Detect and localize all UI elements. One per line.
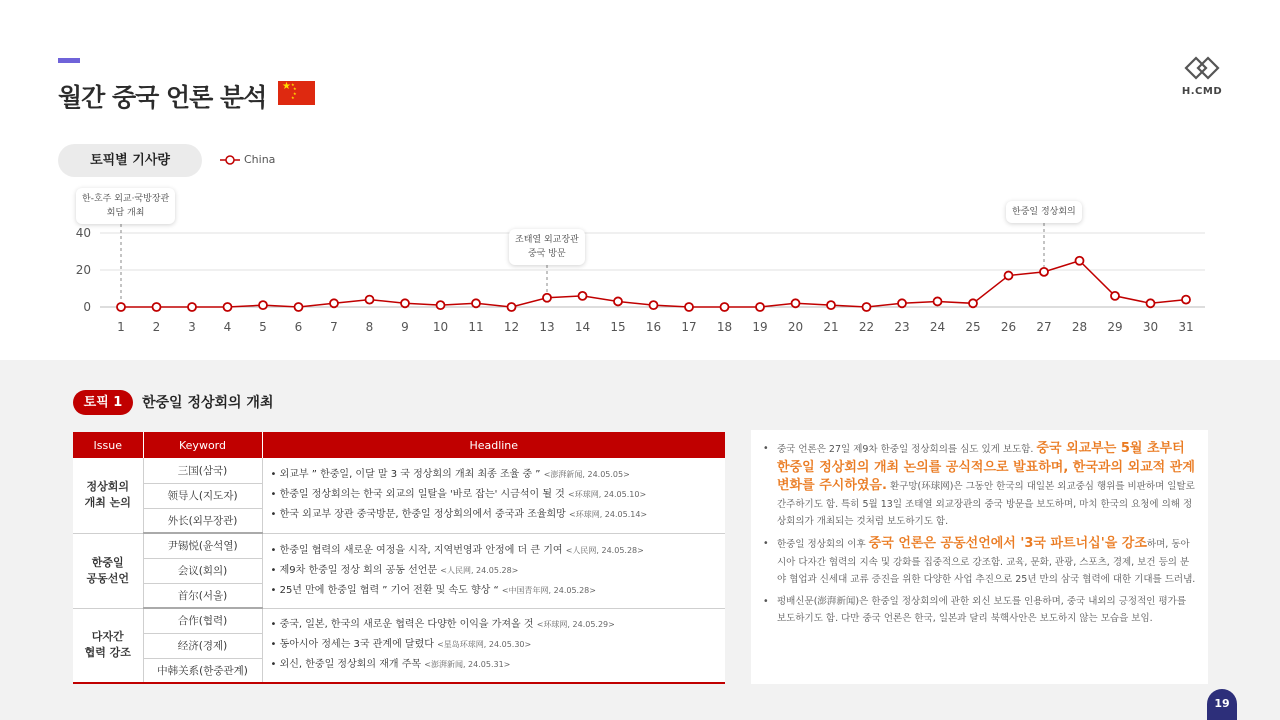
x-tick-label: 12 bbox=[503, 320, 520, 334]
x-tick-label: 31 bbox=[1178, 320, 1194, 334]
x-tick-label: 19 bbox=[752, 320, 768, 334]
data-point bbox=[1040, 268, 1048, 276]
table-row bbox=[73, 608, 725, 633]
data-point bbox=[934, 297, 942, 305]
data-point bbox=[437, 301, 445, 309]
analysis-bullet-1: • 중국 언론은 27일 제9차 한중일 정상회의를 심도 있게 보도함. 중국 외교부는 5월 초부터 한중일 정상회의 개최 논의를 공식적으로 발표하며, 한국과의 외교적 관계 변화를 주시하였음. 환구망(环球网)은 그동안 한국의 대일본 외교중심 행위를 비판하며 일탈로 간주하기도 함. 특히 5월 13일 조태열 외교장관의 중국 방문을 보도하며, 마치 한국의 요청에 의해 정상회의가 개최되는 것처럼 보도하기도 함. bbox=[763, 440, 1198, 531]
x-tick-label: 5 bbox=[259, 320, 267, 334]
keyword-cell: 会议(회의) bbox=[143, 558, 262, 583]
data-point bbox=[685, 303, 693, 311]
data-point bbox=[1182, 296, 1190, 304]
data-point bbox=[330, 299, 338, 307]
data-point bbox=[401, 299, 409, 307]
company-logo bbox=[1178, 56, 1226, 97]
issue-keyword-table bbox=[73, 432, 725, 684]
annotation-text: 회담 개최 bbox=[106, 208, 145, 218]
table-row bbox=[73, 533, 725, 558]
article-volume-chart bbox=[0, 180, 1280, 360]
x-tick-label: 27 bbox=[1036, 320, 1052, 334]
header-keyword: Keyword bbox=[143, 432, 262, 458]
annotation-callout bbox=[509, 229, 585, 265]
x-tick-label: 26 bbox=[1000, 320, 1017, 334]
x-tick-label: 14 bbox=[574, 320, 591, 334]
data-point bbox=[472, 299, 480, 307]
topic-badge: 토픽 1 bbox=[73, 390, 133, 415]
x-tick-label: 21 bbox=[823, 320, 839, 334]
china-flag-icon: ★ ★ ★ ★ ★ bbox=[278, 81, 315, 105]
x-tick-label: 9 bbox=[401, 320, 409, 334]
analysis-bullet-3: • 펑배신문(澎湃新闻)은 한중일 정상회의에 관한 외신 보도를 인용하며, 중국 내외의 긍정적인 평가를 보도하기도 함. 다만 중국 언론은 한국, 일본과 달리 북핵사안은 보도하지 않는 모습을 보임. bbox=[763, 593, 1198, 628]
x-tick-label: 6 bbox=[294, 320, 303, 334]
issue-cell: 한중일 공동선언 bbox=[73, 533, 143, 608]
x-tick-label: 15 bbox=[610, 320, 626, 334]
x-tick-label: 3 bbox=[188, 320, 196, 334]
data-point bbox=[224, 303, 232, 311]
y-tick-label: 40 bbox=[75, 226, 91, 240]
data-point bbox=[1076, 257, 1084, 265]
y-tick-label: 0 bbox=[83, 300, 91, 314]
x-tick-label: 7 bbox=[330, 320, 338, 334]
headline-cell: • 중국, 일본, 한국의 새로운 협력은 다양한 이익을 가져올 것 <环球网, 24.05.29> • 동아시아 정세는 3국 관계에 달렸다 <星岛环球网, 24.05.30> • 외신, 한중일 정상회의 재개 주목 <澎湃新闻, 24.05.31> bbox=[262, 608, 725, 683]
x-tick-label: 29 bbox=[1107, 320, 1123, 334]
header-issue: Issue bbox=[73, 432, 143, 458]
data-point bbox=[1111, 292, 1119, 300]
data-point bbox=[863, 303, 871, 311]
issue-cell: 정상회의 개최 논의 bbox=[73, 458, 143, 533]
x-tick-label: 1 bbox=[117, 320, 125, 334]
headline-cell: • 한중일 협력의 새로운 여정을 시작, 지역번영과 안정에 더 큰 기여 <人民网, 24.05.28> • 제9차 한중일 정상 회의 공동 선언문 <人民网, 24.05.28> • 25년 만에 한중일 협력 ” 기어 전환 및 속도 향상 “ <中国青年网, 24.05.28> bbox=[262, 533, 725, 608]
data-point bbox=[1147, 299, 1155, 307]
data-point bbox=[827, 301, 835, 309]
keyword-cell: 三国(삼국) bbox=[143, 458, 262, 483]
annotation-callout bbox=[1006, 201, 1082, 223]
x-tick-label: 17 bbox=[681, 320, 697, 334]
x-tick-label: 8 bbox=[365, 320, 374, 334]
table-header-row bbox=[73, 432, 725, 458]
data-point bbox=[117, 303, 125, 311]
x-tick-label: 11 bbox=[468, 320, 484, 334]
data-point bbox=[792, 299, 800, 307]
legend-line-marker-icon bbox=[220, 155, 240, 165]
header-headline: Headline bbox=[262, 432, 725, 458]
data-point bbox=[366, 296, 374, 304]
chart-legend bbox=[220, 153, 275, 166]
y-tick-label: 20 bbox=[75, 263, 91, 277]
topic-title: 한중일 정상회의 개최 bbox=[142, 395, 274, 411]
data-point bbox=[153, 303, 161, 311]
data-point bbox=[295, 303, 303, 311]
issue-cell: 다자간 협력 강조 bbox=[73, 608, 143, 683]
data-point bbox=[650, 301, 658, 309]
keyword-cell: 中韩关系(한중관계) bbox=[143, 658, 262, 683]
page-title: 월간 중국 언론 분석 bbox=[58, 83, 267, 112]
keyword-cell: 首尔(서울) bbox=[143, 583, 262, 608]
title-accent-bar bbox=[58, 58, 80, 63]
page-number: 19 bbox=[1207, 689, 1237, 720]
data-point bbox=[969, 299, 977, 307]
x-tick-label: 13 bbox=[539, 320, 555, 334]
x-tick-label: 2 bbox=[152, 320, 161, 334]
headline-cell: • 외교부 ” 한중일, 이달 말 3 국 정상회의 개최 최종 조율 중 ” <澎湃新闻, 24.05.05> • 한중일 정상회의는 한국 외교의 일탈을 '바로 잡는' 시금석이 될 것 <环球网, 24.05.10> • 한국 외교부 장관 중국방문, 한중일 정상회의에서 중국과 조율희망 <环球网, 24.05.14> bbox=[262, 458, 725, 533]
logo-text: H.CMD bbox=[1181, 86, 1223, 97]
x-tick-label: 28 bbox=[1071, 320, 1088, 334]
data-point bbox=[614, 297, 622, 305]
annotation-text: 중국 방문 bbox=[528, 249, 566, 259]
legend-label: China bbox=[244, 153, 276, 166]
table-row bbox=[73, 458, 725, 483]
x-tick-label: 24 bbox=[929, 320, 946, 334]
x-tick-label: 22 bbox=[858, 320, 875, 334]
data-point bbox=[508, 303, 516, 311]
keyword-cell: 领导人(지도자) bbox=[143, 483, 262, 508]
keyword-cell: 外长(외무장관) bbox=[143, 508, 262, 533]
series-line bbox=[121, 261, 1186, 307]
data-point bbox=[259, 301, 267, 309]
x-tick-label: 30 bbox=[1142, 320, 1159, 334]
x-tick-label: 10 bbox=[432, 320, 449, 334]
keyword-cell: 尹锡悦(윤석열) bbox=[143, 533, 262, 558]
x-tick-label: 23 bbox=[894, 320, 910, 334]
keyword-cell: 合作(협력) bbox=[143, 608, 262, 633]
analysis-bullet-2: • 한중일 정상회의 이후 중국 언론은 공동선언에서 '3국 파트너십'을 강조하며, 동아시아 다자간 협력의 지속 및 강화를 집중적으로 강조함. 교육, 문화, 관광, 스포츠, 경제, 보건 등의 분야 협업과 신세대 교류 증진을 위한 다양한 사업 추진으로 25년 만의 삼국 협력에 대한 기대를 드러냄. bbox=[763, 535, 1198, 589]
data-point bbox=[756, 303, 764, 311]
data-point bbox=[721, 303, 729, 311]
data-point bbox=[1005, 272, 1013, 280]
data-point bbox=[543, 294, 551, 302]
annotation-text: 한-호주 외교·국방장관 bbox=[82, 194, 170, 204]
analysis-panel bbox=[751, 430, 1208, 684]
annotation-callout bbox=[76, 188, 175, 224]
x-tick-label: 16 bbox=[645, 320, 662, 334]
x-tick-label: 4 bbox=[223, 320, 232, 334]
x-tick-label: 20 bbox=[787, 320, 804, 334]
chart-title-pill: 토픽별 기사량 bbox=[58, 144, 202, 177]
logo-mark-icon bbox=[1184, 56, 1220, 82]
data-point bbox=[188, 303, 196, 311]
x-tick-label: 18 bbox=[716, 320, 733, 334]
keyword-cell: 经济(경제) bbox=[143, 633, 262, 658]
data-point bbox=[898, 299, 906, 307]
annotation-text: 한중일 정상회의 bbox=[1012, 207, 1076, 217]
data-point bbox=[579, 292, 587, 300]
annotation-text: 조태열 외교장관 bbox=[515, 235, 579, 245]
x-tick-label: 25 bbox=[965, 320, 981, 334]
